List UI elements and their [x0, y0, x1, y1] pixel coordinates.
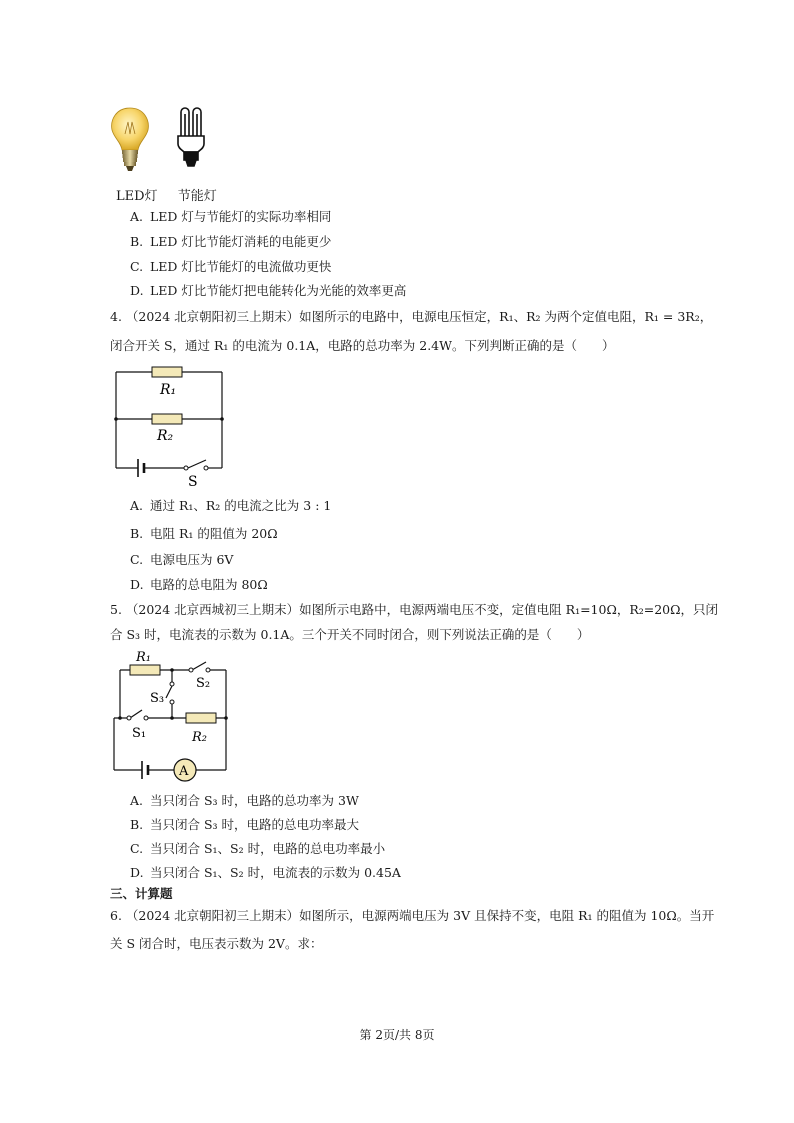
- q5-label-s1: S₁: [132, 726, 147, 741]
- q3-option-b: B. LED 灯比节能灯消耗的电能更少: [130, 234, 332, 249]
- q5-circuit-diagram: [108, 646, 234, 782]
- q3-option-c: C. LED 灯比节能灯的电流做功更快: [130, 259, 332, 274]
- q3-option-d: D. LED 灯比节能灯把电能转化为光能的效率更高: [130, 283, 407, 298]
- bulb-caption: [116, 185, 233, 204]
- q5-label-s2: S₂: [196, 676, 211, 691]
- q4-r2-resistor: [152, 414, 182, 424]
- q4-stem-line1: 4. （2024 北京朝阳初三上期末）如图所示的电路中，电源电压恒定，R₁、R₂ 为两个定值电阻，R₁ = 3R₂，: [110, 309, 713, 324]
- q4-option-d: D. 电路的总电阻为 80Ω: [130, 577, 268, 592]
- q6-stem-line1: 6. （2024 北京朝阳初三上期末）如图所示，电源两端电压为 3V 且保持不变，电阻 R₁ 的阻值为 10Ω。当开: [110, 908, 715, 923]
- q5-r1-resistor: [130, 665, 160, 675]
- caption-energy-saving: 节能灯: [177, 189, 217, 204]
- energy-saving-bulb-icon: [178, 108, 204, 166]
- page-number: 第 2页/共 8页: [359, 1028, 435, 1042]
- q6-stem-line2: 关 S 闭合时，电压表示数为 2V。求：: [110, 936, 323, 951]
- q5-label-r1: R₁: [136, 650, 151, 665]
- q5-label-meter: A: [179, 764, 189, 779]
- q4-option-b: B. 电阻 R₁ 的阻值为 20Ω: [130, 526, 278, 541]
- q5-stem-line2: 合 S₃ 时，电流表的示数为 0.1A。三个开关不同时闭合，则下列说法正确的是（ ）: [110, 627, 590, 642]
- q5-label-s3: S₃: [150, 691, 165, 706]
- q4-stem-line2: 闭合开关 S，通过 R₁ 的电流为 0.1A，电路的总功率为 2.4W。下列判断正确的是（ ）: [110, 338, 615, 353]
- q4-label-s: S: [188, 474, 198, 490]
- q4-option-c: C. 电源电压为 6V: [130, 552, 234, 567]
- q4-label-r2: R₂: [157, 428, 174, 444]
- led-bulb-icon: [112, 108, 149, 171]
- q5-option-c: C. 当只闭合 S₁、S₂ 时，电路的总电功率最小: [130, 841, 386, 856]
- q5-option-a: A. 当只闭合 S₃ 时，电路的总功率为 3W: [130, 793, 359, 808]
- q4-circuit-diagram: [110, 362, 230, 490]
- q5-option-b: B. 当只闭合 S₃ 时，电路的总电功率最大: [130, 817, 360, 832]
- section-title: 三、计算题: [110, 886, 173, 901]
- q5-option-d: D. 当只闭合 S₁、S₂ 时，电流表的示数为 0.45A: [130, 865, 401, 880]
- q3-option-a: A. LED 灯与节能灯的实际功率相同: [130, 209, 332, 224]
- q4-r1-resistor: [152, 367, 182, 377]
- q4-option-a: A. 通过 R₁、R₂ 的电流之比为 3 : 1: [130, 498, 332, 513]
- q5-label-r2: R₂: [192, 730, 207, 745]
- caption-led: LED灯: [116, 189, 158, 204]
- bulb-figure: [108, 104, 212, 176]
- q5-stem-line1: 5. （2024 北京西城初三上期末）如图所示电路中，电源两端电压不变，定值电阻 R₁=10Ω，R₂=20Ω，只闭: [110, 602, 718, 617]
- q4-label-r1: R₁: [160, 382, 177, 398]
- q5-r2-resistor: [186, 713, 216, 723]
